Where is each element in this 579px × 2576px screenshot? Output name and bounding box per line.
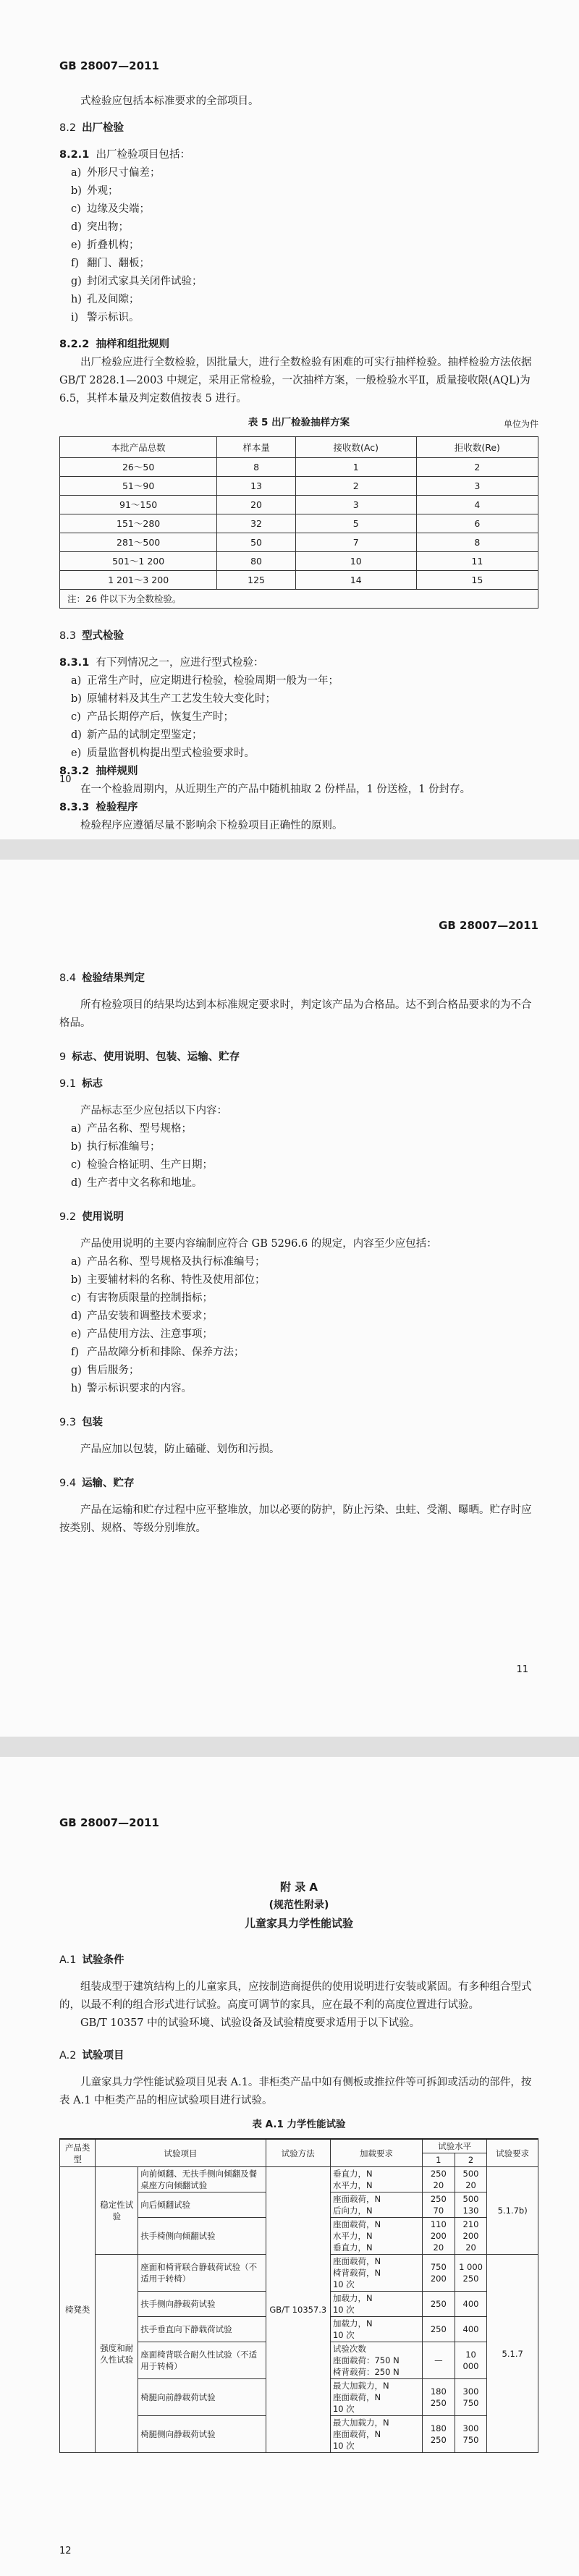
section-9-4-paragraph: 产品在运输和贮存过程中应平整堆放，加以必要的防护，防止污染、虫蛀、受潮、曝晒。贮存时应按类别、规格、等级分别堆放。 xyxy=(59,1504,532,1534)
list-marker: f) xyxy=(71,258,80,269)
page-2 xyxy=(0,860,579,1737)
section-9-3-heading: 9.3 包装 xyxy=(59,1417,103,1428)
list-marker: e) xyxy=(71,240,82,251)
list-text: 产品名称、型号规格及执行标准编号； xyxy=(87,1256,266,1268)
test-item-cell: 椅腿侧向静载荷试验 xyxy=(138,2416,266,2453)
table-5-header: 拒收数(Re) xyxy=(416,437,538,458)
cell-line: 水平力，N xyxy=(332,2231,373,2241)
table-cell: 8 xyxy=(217,458,296,477)
type-inspection-conditions xyxy=(59,672,538,763)
section-a2-heading: A.2 试验项目 xyxy=(59,2050,124,2062)
load-cell xyxy=(330,2317,422,2342)
list-marker: d) xyxy=(71,1177,82,1189)
list-text: 边缘及尖端； xyxy=(87,203,150,215)
table-cell: 5 xyxy=(295,514,416,533)
list-item xyxy=(59,1289,538,1308)
load-cell xyxy=(330,2342,422,2379)
cell-line: 座面载荷，N xyxy=(332,2392,381,2402)
list-text: 警示标识。 xyxy=(87,312,140,323)
section-9-2-heading: 9.2 使用说明 xyxy=(59,1211,124,1223)
table-row xyxy=(60,552,538,571)
list-item xyxy=(59,726,538,745)
table-cell: 91～150 xyxy=(60,496,217,514)
list-text: 封闭式家具关闭件试验； xyxy=(87,276,203,287)
table-a1 xyxy=(59,2138,538,2453)
cell-line: 10 000 xyxy=(462,2350,479,2371)
table-cell: 26～50 xyxy=(60,458,217,477)
section-a1-paragraph-1: 组装成型于建筑结构上的儿童家具，应按制造商提供的使用说明进行安装或紧固。有多种组合型式的，以最不利的组合形式进行试验。高度可调节的家具，应在最不利的高度位置进行试验。 xyxy=(59,1981,532,2011)
cell-line: 400 xyxy=(462,2324,479,2334)
page-2-content xyxy=(59,970,538,1538)
table-row xyxy=(60,458,538,477)
level-2-cell xyxy=(455,2416,487,2453)
cell-line: 垂直力，N xyxy=(332,2169,373,2179)
cell-line: 座面载荷，N xyxy=(332,2219,381,2229)
level-1-cell xyxy=(423,2255,455,2292)
table-row xyxy=(60,477,538,496)
page-number: 11 xyxy=(516,1664,528,1675)
list-item xyxy=(59,690,538,708)
standard-header: GB 28007—2011 xyxy=(439,919,538,932)
list-item xyxy=(59,309,538,327)
header-test-item: 试验项目 xyxy=(96,2139,266,2167)
cell-line: 加载力，N xyxy=(332,2318,373,2329)
list-item xyxy=(59,708,538,726)
list-marker: d) xyxy=(71,1310,82,1322)
cell-line: 250 xyxy=(430,2435,447,2445)
cell-line: 250 xyxy=(462,2274,479,2284)
table-5-caption: 表 5 出厂检验抽样方案 单位为件 xyxy=(59,414,538,432)
load-cell xyxy=(330,2218,422,2255)
list-text: 突出物； xyxy=(87,221,129,233)
list-marker: c) xyxy=(71,711,81,723)
section-8-3-heading: 8.3 型式检验 xyxy=(59,630,124,642)
table-cell: 125 xyxy=(217,571,296,590)
cell-line: 座面载荷，N xyxy=(332,2194,381,2204)
table-cell: 14 xyxy=(295,571,416,590)
cell-line: 750 xyxy=(462,2398,479,2408)
cell-line: 垂直力，N xyxy=(332,2242,373,2253)
table-5 xyxy=(59,436,538,609)
product-type-cell: 椅凳类 xyxy=(60,2167,96,2453)
level-1-cell xyxy=(423,2379,455,2416)
cell-line: 加载力，N xyxy=(332,2293,373,2303)
list-text: 新产品的试制定型鉴定； xyxy=(87,729,203,741)
level-1-cell xyxy=(423,2317,455,2342)
section-8-3-3-paragraph: 检验程序应遵循尽量不影响余下检验项目正确性的原则。 xyxy=(80,820,343,831)
section-8-4-heading: 8.4 检验结果判定 xyxy=(59,973,145,984)
cell-line: 20 xyxy=(465,2242,476,2253)
list-text: 产品安装和调整技术要求； xyxy=(87,1310,213,1322)
header-level-1: 1 xyxy=(423,2153,455,2167)
list-item xyxy=(59,1174,538,1192)
cell-line: 210 xyxy=(462,2219,479,2229)
list-text: 产品长期停产后，恢复生产时； xyxy=(87,711,234,723)
table-cell: 10 xyxy=(295,552,416,571)
page-3-content xyxy=(59,1878,538,2453)
test-group-cell: 稳定性试验 xyxy=(96,2167,138,2255)
list-marker: g) xyxy=(71,1365,82,1376)
list-marker: b) xyxy=(71,693,82,705)
list-item xyxy=(59,1326,538,1344)
load-cell xyxy=(330,2292,422,2317)
table-cell: 50 xyxy=(217,533,296,552)
load-cell xyxy=(330,2416,422,2453)
list-item xyxy=(59,219,538,237)
test-method-cell: GB/T 10357.3 xyxy=(266,2167,330,2453)
table-a1-caption: 表 A.1 力学性能试验 xyxy=(252,2119,346,2130)
load-cell xyxy=(330,2192,422,2218)
list-text: 翻门、翻板； xyxy=(87,258,150,269)
list-marker: g) xyxy=(71,276,82,287)
cell-line: 1 000 xyxy=(459,2262,483,2272)
header-test-method: 试验方法 xyxy=(266,2139,330,2167)
section-9-1-heading: 9.1 标志 xyxy=(59,1078,103,1090)
cell-line: 最大加载力，N xyxy=(332,2418,389,2428)
table-row xyxy=(60,533,538,552)
cell-line: 300 xyxy=(462,2386,479,2397)
list-marker: e) xyxy=(71,747,82,759)
page-separator xyxy=(0,1737,579,1757)
page-number: 10 xyxy=(59,774,72,785)
level-2-cell xyxy=(455,2379,487,2416)
cell-line: 座面载荷，N xyxy=(332,2256,381,2266)
test-item-cell: 扶手垂直向下静载荷试验 xyxy=(138,2317,266,2342)
table-cell: 80 xyxy=(217,552,296,571)
cell-line: 20 xyxy=(433,2180,444,2190)
list-item xyxy=(59,1362,538,1380)
list-text: 孔及间隙； xyxy=(87,294,140,305)
section-8-2-2-paragraph: 出厂检验应进行全数检验，因批量大，进行全数检验有困难的可实行抽样检验。抽样检验方法依据 GB/T 2828.1—2003 中规定，采用正常检验，一次抽样方案，一般检验水平Ⅱ，质量接收限(AQL)为 6.5，其样本量及判定数值按表 5 进行。 xyxy=(59,357,532,404)
table-cell: 15 xyxy=(416,571,538,590)
level-1-cell xyxy=(423,2192,455,2218)
cell-line: 座面载荷：750 N xyxy=(332,2355,400,2365)
cell-line: 250 xyxy=(430,2194,447,2204)
marking-items xyxy=(59,1120,538,1192)
list-marker: a) xyxy=(71,167,82,179)
section-8-3-1-heading: 8.3.1 有下列情况之一，应进行型式检验： xyxy=(59,657,264,669)
table-cell: 8 xyxy=(416,533,538,552)
table-cell: 1 201～3 200 xyxy=(60,571,217,590)
table-row xyxy=(60,496,538,514)
table-5-note: 注：26 件以下为全数检验。 xyxy=(60,590,538,609)
cell-line: 250 xyxy=(430,2398,447,2408)
section-8-2-2-heading: 8.2.2 抽样和组批规则 xyxy=(59,339,170,350)
table-cell: 11 xyxy=(416,552,538,571)
cell-line: 250 xyxy=(430,2299,447,2309)
list-marker: a) xyxy=(71,675,82,687)
test-item-cell: 座面椅背联合耐久性试验（不适用于转椅） xyxy=(138,2342,266,2379)
list-item xyxy=(59,1138,538,1156)
cell-line: 180 xyxy=(430,2423,447,2433)
list-text: 产品名称、型号规格； xyxy=(87,1123,192,1135)
cell-line: 250 xyxy=(430,2169,447,2179)
page-1-content xyxy=(59,93,538,835)
list-text: 质量监督机构提出型式检验要求时。 xyxy=(87,747,255,759)
list-item xyxy=(59,1120,538,1138)
list-item xyxy=(59,273,538,291)
test-requirement-cell: 5.1.7b) xyxy=(487,2167,538,2255)
list-text: 执行标准编号； xyxy=(87,1141,161,1153)
annex-title: 儿童家具力学性能试验 xyxy=(244,1917,353,1930)
table-5-header: 接收数(Ac) xyxy=(295,437,416,458)
cell-line: 300 xyxy=(462,2423,479,2433)
cell-line: 750 xyxy=(462,2435,479,2445)
list-item xyxy=(59,1344,538,1362)
cell-line: 70 xyxy=(433,2206,444,2216)
list-text: 有害物质限量的控制指标； xyxy=(87,1292,213,1304)
factory-inspection-items xyxy=(59,164,538,327)
table-cell: 151～280 xyxy=(60,514,217,533)
table-cell: 281～500 xyxy=(60,533,217,552)
table-cell: 13 xyxy=(217,477,296,496)
list-text: 折叠机构； xyxy=(87,240,140,251)
section-9-2-intro: 产品使用说明的主要内容编制应符合 GB 5296.6 的规定，内容至少应包括： xyxy=(80,1238,437,1250)
annex-label: 附 录 A xyxy=(279,1881,318,1894)
list-item xyxy=(59,164,538,182)
test-group-cell: 强度和耐久性试验 xyxy=(96,2255,138,2453)
table-cell: 4 xyxy=(416,496,538,514)
page-number: 12 xyxy=(59,2546,72,2556)
load-cell xyxy=(330,2379,422,2416)
section-8-3-2-paragraph: 在一个检验周期内，从近期生产的产品中随机抽取 2 份样品，1 份送检，1 份封存。 xyxy=(80,784,471,795)
table-5-header: 样本量 xyxy=(217,437,296,458)
level-2-cell xyxy=(455,2192,487,2218)
cell-line: 10 次 xyxy=(332,2330,355,2340)
instruction-items xyxy=(59,1253,538,1398)
standard-header: GB 28007—2011 xyxy=(59,59,159,72)
cell-line: 200 xyxy=(430,2274,447,2284)
page-3 xyxy=(0,1757,579,2576)
annex-kind: (规范性附录) xyxy=(269,1899,329,1911)
list-marker: c) xyxy=(71,1159,81,1171)
level-2-cell xyxy=(455,2167,487,2192)
cell-line: 180 xyxy=(430,2386,447,2397)
list-marker: c) xyxy=(71,203,81,215)
test-item-cell: 扶手椅侧向倾翻试验 xyxy=(138,2218,266,2255)
list-marker: b) xyxy=(71,1141,82,1153)
test-item-cell: 向后倾翻试验 xyxy=(138,2192,266,2218)
list-item xyxy=(59,1253,538,1271)
test-item-cell: 椅腿向前静载荷试验 xyxy=(138,2379,266,2416)
header-test-requirement: 试验要求 xyxy=(487,2139,538,2167)
list-marker: h) xyxy=(71,1383,82,1394)
list-item xyxy=(59,182,538,200)
level-2-cell xyxy=(455,2317,487,2342)
list-marker: e) xyxy=(71,1329,82,1340)
cell-line: 10 次 xyxy=(332,2305,355,2315)
cell-line: 水平力，N xyxy=(332,2180,373,2190)
table-cell: 32 xyxy=(217,514,296,533)
table-cell: 7 xyxy=(295,533,416,552)
section-9-heading: 9 标志、使用说明、包装、运输、贮存 xyxy=(59,1051,240,1063)
list-item xyxy=(59,255,538,273)
table-row xyxy=(60,571,538,590)
level-1-cell xyxy=(423,2218,455,2255)
list-marker: b) xyxy=(71,185,82,197)
list-text: 原辅材料及其生产工艺发生较大变化时； xyxy=(87,693,276,705)
section-8-4-paragraph: 所有检验项目的结果均达到本标准规定要求时，判定该产品为合格品。达不到合格品要求的为不合格品。 xyxy=(59,999,532,1029)
list-text: 售后服务； xyxy=(87,1365,140,1376)
table-cell: 3 xyxy=(416,477,538,496)
list-item xyxy=(59,291,538,309)
table-cell: 20 xyxy=(217,496,296,514)
cell-line: 400 xyxy=(462,2299,479,2309)
list-marker: i) xyxy=(71,312,79,323)
cell-line: 250 xyxy=(430,2324,447,2334)
header-level-2: 2 xyxy=(455,2153,487,2167)
lead-paragraph: 式检验应包括本标准要求的全部项目。 xyxy=(80,96,259,107)
cell-line: 椅背载荷，N xyxy=(332,2268,381,2278)
table-row xyxy=(60,2167,538,2192)
list-item xyxy=(59,1380,538,1398)
list-marker: d) xyxy=(71,729,82,741)
cell-line: 10 次 xyxy=(332,2441,355,2451)
cell-line: 椅背载荷：250 N xyxy=(332,2367,400,2377)
cell-line: 后向力，N xyxy=(332,2206,373,2216)
list-item xyxy=(59,237,538,255)
list-marker: b) xyxy=(71,1274,82,1286)
cell-line: 试验次数 xyxy=(332,2344,366,2354)
list-text: 产品故障分析和排除、保养方法； xyxy=(87,1347,245,1358)
list-text: 外形尺寸偏差； xyxy=(87,167,161,179)
list-text: 正常生产时，应定期进行检验，检验周期一般为一年； xyxy=(87,675,339,687)
table-cell: 6 xyxy=(416,514,538,533)
cell-line: 130 xyxy=(462,2206,479,2216)
cell-line: 750 xyxy=(430,2262,447,2272)
table-cell: 2 xyxy=(295,477,416,496)
page-separator xyxy=(0,839,579,860)
list-marker: c) xyxy=(71,1292,81,1304)
cell-line: 20 xyxy=(465,2180,476,2190)
cell-line: 110 xyxy=(430,2219,447,2229)
cell-line: 500 xyxy=(462,2194,479,2204)
list-item xyxy=(59,1156,538,1174)
list-text: 产品使用方法、注意事项； xyxy=(87,1329,213,1340)
table-5-unit: 单位为件 xyxy=(503,419,538,429)
level-1-cell xyxy=(423,2342,455,2379)
section-a1-heading: A.1 试验条件 xyxy=(59,1954,124,1966)
list-marker: f) xyxy=(71,1347,80,1358)
section-9-3-paragraph: 产品应加以包装，防止磕碰、划伤和污损。 xyxy=(80,1444,280,1455)
list-text: 生产者中文名称和地址。 xyxy=(87,1177,203,1189)
list-text: 外观； xyxy=(87,185,119,197)
level-2-cell xyxy=(455,2218,487,2255)
header-test-level: 试验水平 xyxy=(423,2139,487,2153)
cell-line: 200 xyxy=(462,2231,479,2241)
section-a2-paragraph: 儿童家具力学性能试验项目见表 A.1。非柜类产品中如有侧板或推拉件等可拆卸或活动的部件，按表 A.1 中柜类产品的相应试验项目进行试验。 xyxy=(59,2077,532,2106)
section-8-3-3-heading: 8.3.3 检验程序 xyxy=(59,802,138,813)
load-cell xyxy=(330,2167,422,2192)
level-1-cell xyxy=(423,2416,455,2453)
cell-line: 200 xyxy=(430,2231,447,2241)
cell-line: 500 xyxy=(462,2169,479,2179)
list-item xyxy=(59,745,538,763)
test-requirement-cell: 5.1.7 xyxy=(487,2255,538,2453)
level-2-cell xyxy=(455,2342,487,2379)
level-1-cell xyxy=(423,2167,455,2192)
list-item xyxy=(59,1271,538,1289)
list-marker: a) xyxy=(71,1256,82,1268)
cell-line: 10 次 xyxy=(332,2279,355,2289)
list-text: 检验合格证明、生产日期； xyxy=(87,1159,213,1171)
section-8-2-1-heading: 8.2.1 出厂检验项目包括： xyxy=(59,149,191,161)
cell-line: 20 xyxy=(433,2242,444,2253)
list-item xyxy=(59,672,538,690)
test-item-cell: 座面和椅背联合静载荷试验（不适用于转椅） xyxy=(138,2255,266,2292)
level-1-cell xyxy=(423,2292,455,2317)
cell-line: 座面载荷，N xyxy=(332,2429,381,2439)
cell-line: — xyxy=(434,2355,443,2365)
list-text: 警示标识要求的内容。 xyxy=(87,1383,192,1394)
list-marker: a) xyxy=(71,1123,82,1135)
list-marker: h) xyxy=(71,294,82,305)
table-cell: 2 xyxy=(416,458,538,477)
standard-header: GB 28007—2011 xyxy=(59,1816,159,1829)
section-9-1-intro: 产品标志至少应包括以下内容： xyxy=(80,1105,227,1117)
section-9-4-heading: 9.4 运输、贮存 xyxy=(59,1478,135,1489)
list-item xyxy=(59,1308,538,1326)
list-text: 主要辅材料的名称、特性及使用部位； xyxy=(87,1274,266,1286)
list-item xyxy=(59,200,538,219)
load-cell xyxy=(330,2255,422,2292)
table-cell: 501～1 200 xyxy=(60,552,217,571)
list-marker: d) xyxy=(71,221,82,233)
level-2-cell xyxy=(455,2255,487,2292)
level-2-cell xyxy=(455,2292,487,2317)
header-product-type: 产品类型 xyxy=(60,2139,96,2167)
header-load-requirement: 加载要求 xyxy=(330,2139,422,2167)
table-cell: 51～90 xyxy=(60,477,217,496)
cell-line: 最大加载力，N xyxy=(332,2381,389,2391)
table-cell: 3 xyxy=(295,496,416,514)
section-8-2-heading: 8.2 出厂检验 xyxy=(59,122,124,134)
table-5-header: 本批产品总数 xyxy=(60,437,217,458)
test-item-cell: 向前倾翻、无扶手侧向倾翻及餐桌座方向倾翻试验 xyxy=(138,2167,266,2192)
test-item-cell: 扶手侧向静载荷试验 xyxy=(138,2292,266,2317)
section-8-3-2-heading: 8.3.2 抽样规则 xyxy=(59,766,138,777)
table-cell: 1 xyxy=(295,458,416,477)
page-1 xyxy=(0,0,579,839)
section-a1-paragraph-2: GB/T 10357 中的试验环境、试验设备及试验精度要求适用于以下试验。 xyxy=(80,2017,420,2029)
cell-line: 10 次 xyxy=(332,2404,355,2414)
table-row xyxy=(60,514,538,533)
